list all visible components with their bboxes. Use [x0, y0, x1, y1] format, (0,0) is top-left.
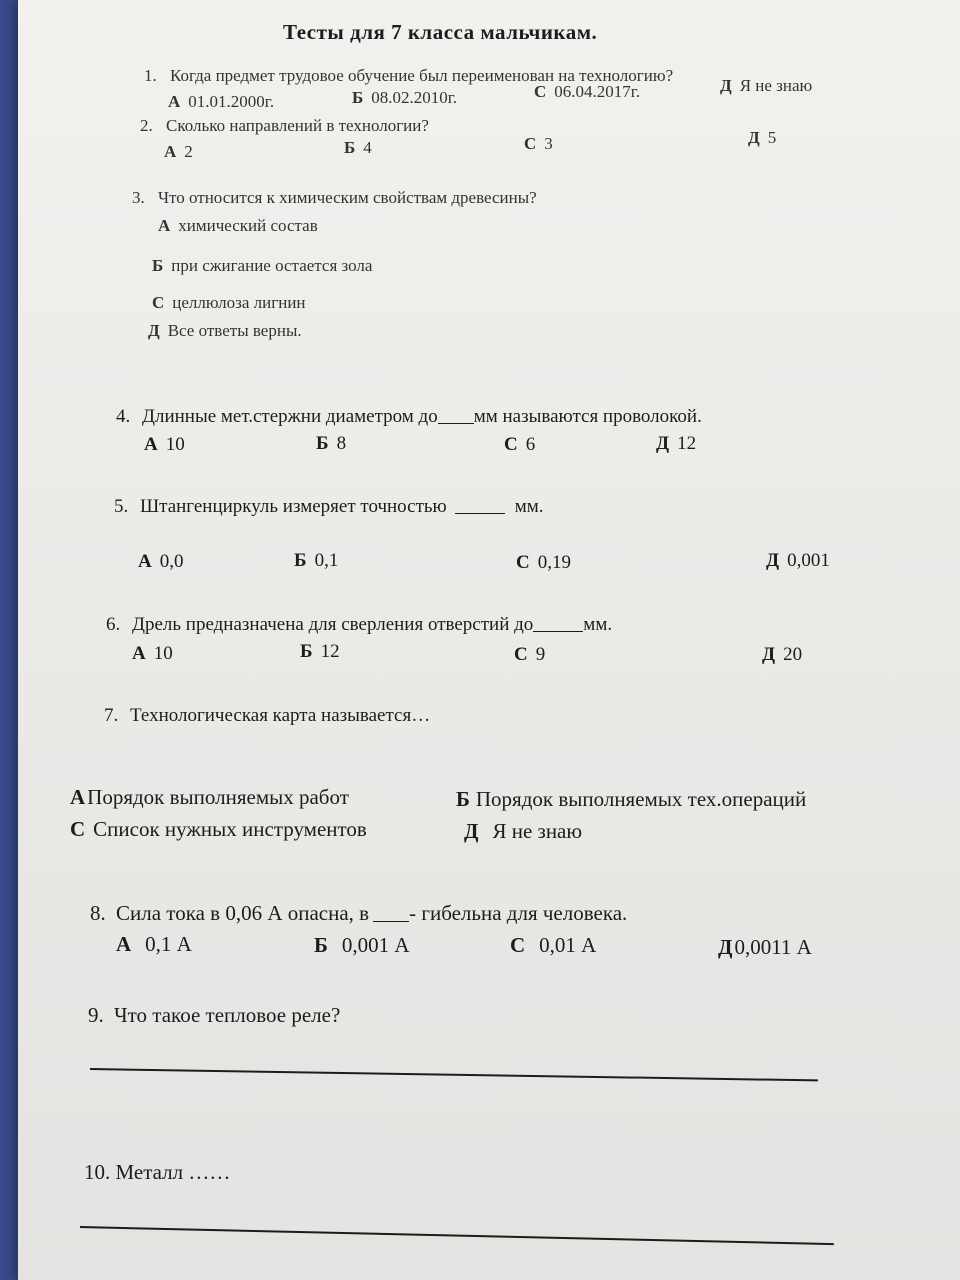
answer-option[interactable]: Б при сжигание остается зола — [152, 256, 373, 275]
answer-option[interactable]: Д Я не знаю — [464, 819, 583, 843]
answer-option[interactable]: С 9 — [514, 644, 546, 665]
answer-option[interactable]: А 10 — [132, 643, 173, 664]
answer-option[interactable]: С целлюлоза лигнин — [152, 293, 306, 312]
question-9 — [88, 1003, 340, 1028]
answer-option[interactable]: Б 08.02.2010г. — [352, 88, 458, 107]
answer-option[interactable]: Б Порядок выполняемых тех.операций — [456, 787, 807, 811]
question-text: Что относится к химическим свойствам древесины? — [158, 188, 537, 207]
question-number: 2. — [140, 116, 153, 135]
question-text: Что такое тепловое реле? — [114, 1003, 341, 1027]
answer-option[interactable]: Б 4 — [344, 138, 372, 157]
answer-option[interactable]: Б 12 — [300, 641, 340, 662]
question-text: Когда предмет трудовое обучение был переименован на технологию? — [170, 66, 674, 85]
question-number: 8. — [90, 901, 106, 925]
answer-option[interactable]: Б 0,1 — [294, 550, 339, 571]
question-4: 4. Длинные мет.стержни диаметром до мм называются проволокой. — [116, 406, 702, 427]
question-3 — [132, 188, 537, 208]
answer-option[interactable]: С 0,01 А — [510, 933, 597, 957]
question-number: 5. — [114, 496, 129, 517]
answer-option[interactable]: А химический состав — [158, 216, 318, 235]
question-number: 7. — [104, 705, 119, 726]
answer-option[interactable]: С Список нужных инструментов — [70, 817, 367, 841]
answer-option[interactable]: Д 0,001 — [766, 550, 830, 571]
answer-line[interactable] — [90, 1068, 818, 1081]
question-number: 10. — [84, 1160, 111, 1184]
question-text: Металл …… — [115, 1160, 231, 1184]
answer-option[interactable]: С 6 — [504, 434, 536, 455]
answer-option[interactable]: Д 12 — [656, 433, 697, 454]
page-title: Тесты для 7 класса мальчикам. — [283, 20, 598, 44]
answer-option[interactable]: А 0,0 — [138, 551, 184, 572]
question-number: 9. — [88, 1003, 104, 1027]
question-6: 6. Дрель предназначена для сверления отверстий до мм. — [106, 614, 613, 635]
answer-option[interactable]: Д Я не знаю — [720, 76, 813, 95]
answer-blank[interactable] — [373, 900, 409, 922]
answer-option[interactable]: Б 0,001 А — [314, 933, 410, 957]
answer-option[interactable]: Д0,0011 А — [718, 935, 812, 959]
answer-option[interactable]: Д Все ответы верны. — [148, 321, 302, 340]
question-7 — [104, 705, 430, 727]
question-5: 5. Штангенциркуль измеряет точностью мм. — [114, 496, 544, 517]
answer-option[interactable]: АПорядок выполняемых работ — [70, 785, 349, 809]
answer-option[interactable]: С 06.04.2017г. — [534, 82, 641, 101]
answer-option[interactable]: Д 20 — [762, 644, 803, 665]
question-2 — [140, 116, 429, 136]
answer-option[interactable]: А 2 — [164, 142, 193, 161]
question-10 — [84, 1160, 230, 1185]
answer-option[interactable]: Д 5 — [748, 128, 777, 147]
question-text: Сколько направлений в технологии? — [166, 116, 429, 135]
question-number: 1. — [144, 66, 157, 85]
question-8: 8. Сила тока в 0,06 А опасна, в - гибельна для человека. — [90, 901, 628, 925]
answer-blank[interactable] — [533, 612, 583, 632]
answer-line[interactable] — [80, 1226, 834, 1245]
question-number: 6. — [106, 614, 121, 635]
question-number: 3. — [132, 188, 145, 207]
answer-option[interactable]: А 10 — [144, 434, 185, 455]
answer-option[interactable]: А 01.01.2000г. — [168, 92, 275, 111]
answer-option[interactable]: С 3 — [524, 134, 553, 153]
answer-blank[interactable] — [455, 494, 505, 514]
question-text: Технологическая карта называется… — [130, 705, 431, 726]
answer-option[interactable]: А 0,1 А — [116, 932, 192, 956]
answer-option[interactable]: Б 8 — [316, 433, 347, 454]
answer-blank[interactable] — [438, 404, 474, 424]
question-number: 4. — [116, 406, 131, 427]
answer-option[interactable]: С 0,19 — [516, 552, 571, 573]
test-sheet — [18, 0, 960, 1280]
